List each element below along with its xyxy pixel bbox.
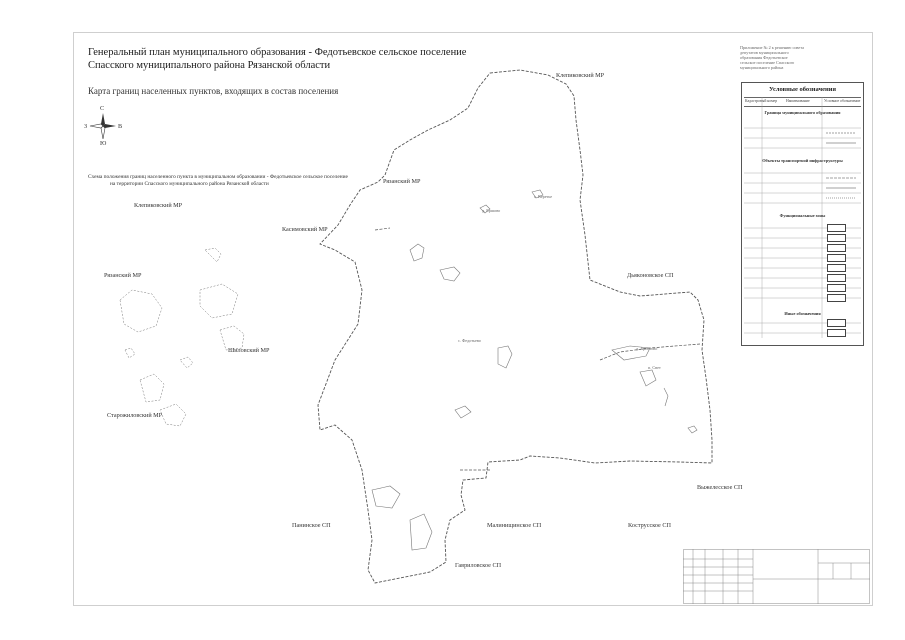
settlement-label: с. Федотьево (458, 338, 481, 343)
neighbor-label: Дьяконовское СП (627, 272, 674, 279)
inset-label: Клепиковский МР (134, 202, 183, 209)
legend-swatch (827, 274, 846, 282)
legend-section: Иные обозначения (784, 311, 821, 316)
inset-label: Шиловский МР (228, 347, 270, 354)
settlement-label: д. Аристово (636, 346, 658, 351)
inset-caption-line2: на территории Спасского муниципального района Рязанской области (110, 181, 269, 187)
legend-section: Объекты транспортной инфраструктуры (762, 158, 843, 163)
neighbor-label: Панинское СП (292, 522, 331, 529)
approval-line: депутатов муниципального (740, 50, 789, 55)
legend-swatch (827, 224, 846, 232)
compass-east-label: В (118, 123, 123, 130)
legend-swatch (827, 244, 846, 252)
legend-swatch (827, 319, 846, 327)
drawing-stamp (683, 549, 870, 604)
legend-swatch (827, 264, 846, 272)
compass-west-label: З (84, 123, 88, 130)
compass-north-label: С (100, 105, 105, 112)
neighbor-label: Клепиковский МР (556, 72, 605, 79)
approval-line: сельское поселение Спасского (740, 60, 795, 65)
map-title-line1: Генеральный план муниципального образования - Федотьевское сельское поселение (88, 47, 467, 58)
neighbor-label: Гавриловское СП (455, 562, 502, 569)
legend-col-header: Кадастровый номер (745, 99, 778, 103)
approval-line: Приложение № 2 к решению совета (740, 45, 804, 50)
map-title-line2: Спасского муниципального района Рязанской области (88, 60, 331, 71)
approval-line: образования Федотьевское (740, 55, 788, 60)
legend-section: Граница муниципального образования (764, 110, 841, 115)
legend-col-header: Наименование (786, 99, 810, 103)
legend-swatch (827, 284, 846, 292)
neighbor-label: Выжелесское СП (697, 484, 743, 491)
legend-title: Условные обозначения (768, 86, 837, 93)
settlement-label: с. Веретье (534, 194, 553, 199)
neighbor-label: Кострусское СП (628, 522, 671, 529)
settlement-polygon (372, 190, 697, 550)
settlement-label: д. Ершово (482, 208, 501, 213)
map-subtitle: Карта границ населенных пунктов, входящих в состав поселения (88, 86, 339, 96)
neighbor-label: Касимовский МР (282, 226, 328, 233)
neighbor-label: Рязанский МР (383, 178, 421, 185)
inset-caption-line1: Схема положения границ населенного пункта в муниципальном образовании - Федотьевское сельское поселение (88, 174, 348, 180)
legend-col-header: Условное обозначение (824, 99, 861, 103)
legend-swatch (827, 294, 846, 302)
legend-swatch (827, 254, 846, 262)
legend-lines (742, 83, 863, 345)
legend-section: Функциональные зоны (779, 213, 826, 218)
inset-label: Старожиловский МР (107, 412, 163, 419)
compass-south-label: Ю (100, 140, 107, 147)
legend-swatch (827, 329, 846, 337)
legend-swatch (827, 234, 846, 242)
inset-label: Рязанский МР (104, 272, 142, 279)
settlement-label: п. Свет (648, 365, 661, 370)
neighbor-label: Малинищинское СП (487, 522, 542, 529)
approval-line: муниципального района (740, 65, 784, 70)
legend-panel (741, 82, 864, 346)
